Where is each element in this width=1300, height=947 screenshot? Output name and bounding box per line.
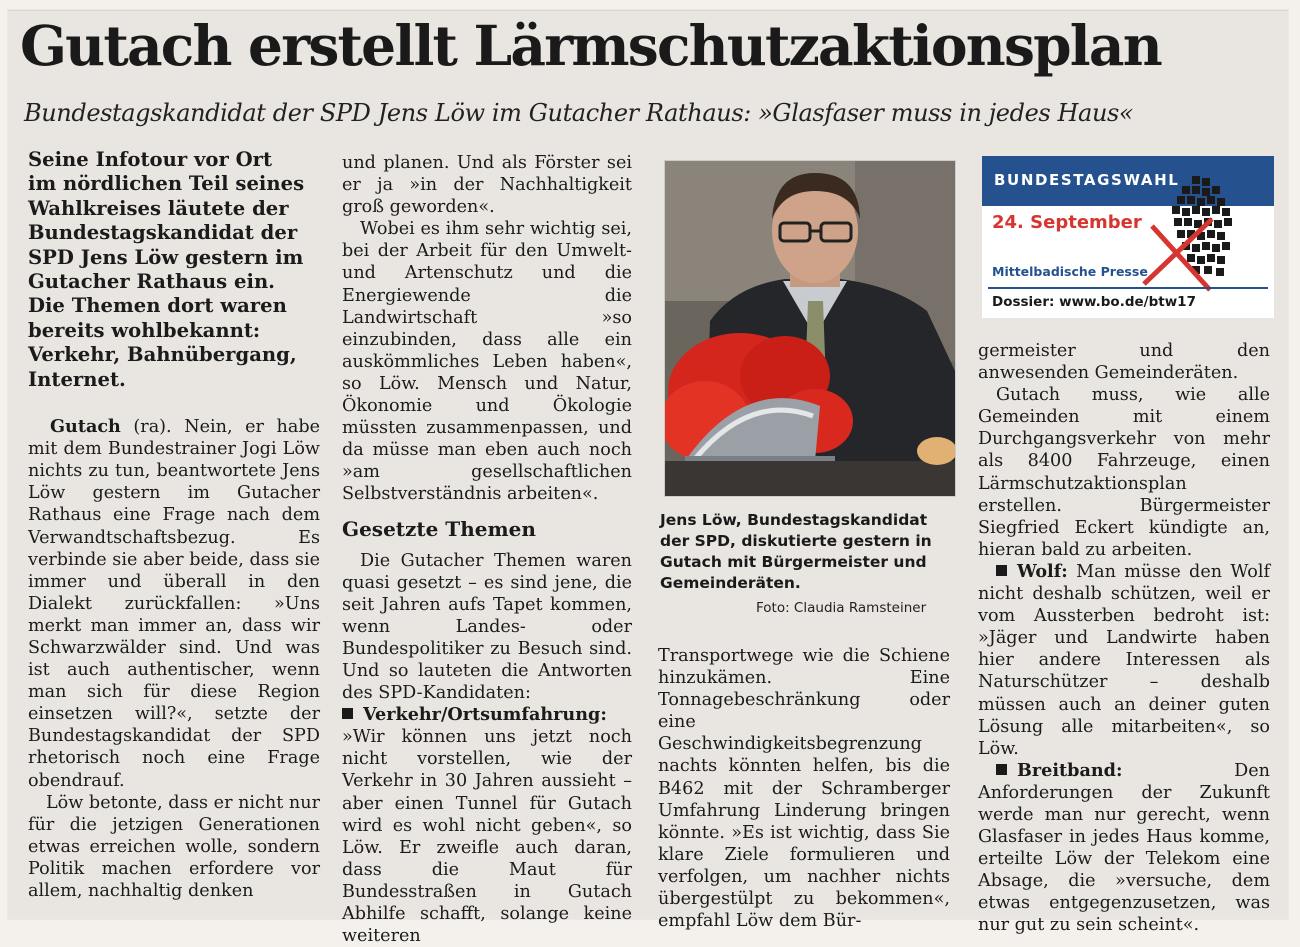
lead-line: im nördlichen Teil seines [28,172,305,196]
germany-map-cross-icon [1132,174,1272,304]
lead-line: Internet. [28,367,126,391]
lead-line: Bundestagskandidat der [28,221,298,245]
column-3 [658,645,950,932]
lead-line: Verkehr, Bahnübergang, [28,343,297,367]
election-dossier-link: Dossier: www.bo.de/btw17 [992,294,1196,310]
lead-line: SPD Jens Löw gestern im [28,245,304,269]
topic-text: »Wir können uns jetzt noch nicht vorstellen, wie der Verkehr in 30 Jahren aussieht – aber einen Tunnel für Gutach wird es wohl nicht geben«, so Löw. Er zweifle auch daran, dass die Maut für Bundesstraßen in Gutach Abhilfe schafft, solange keine weiteren [342,727,632,947]
column-1 [28,148,320,902]
topic-paragraph [978,561,1270,760]
bullet-marker [996,565,1007,576]
lead-line: Die Themen dort waren [28,294,287,318]
body-paragraph: Transportwege wie die Schiene hinzukämen. Eine Tonnagebeschränkung oder eine Geschwindigkeitsbegrenzung nachts könnten helfen, bis die B462 mit der Schramberger Umfahrung Linderung bringen könnte. »Es ist wichtig, dass Sie klare Ziele formulieren und verfolgen, um nachher nichts übergestülpt zu bekommen«, empfahl Löw dem Bür- [658,646,950,932]
headline: Gutach erstellt Lärmschutzaktionsplan [20,13,1161,78]
lead-line: Gutacher Rathaus ein. [28,270,276,294]
election-divider [988,287,1268,289]
lead-line: bereits wohlbekannt: [28,318,261,342]
election-info-box [982,156,1274,318]
photo-jens-loew [664,160,956,497]
body-paragraph: Gutach muss, wie alle Gemeinden mit einem Durchgangsverkehr von mehr als 8400 Fahrzeuge, einen Lärmschutzaktionsplan erstellen. Bürgermeister Siegfried Eckert kündigte an, hieran bald zu arbeiten. [978,385,1270,560]
body-paragraph: und planen. Und als Förster sei er ja »in der Nachhaltigkeit groß geworden«. [342,153,632,218]
topic-label: Wolf: [1017,560,1068,582]
photo-credit: Foto: Claudia Ramsteiner [756,600,927,616]
subheadline: Bundestagskandidat der SPD Jens Löw im Gutacher Rathaus: »Glasfaser muss in jedes Haus« [24,99,1134,127]
body-paragraph: germeister und den anwesenden Gemeinderäten. [978,341,1270,384]
bullet-marker [342,708,353,719]
paragraph-text: (ra). Nein, er habe mit dem Bundestrainer Jogi Löw nichts zu tun, beantwortete Jens Löw gestern im Gutacher Rathaus eine Frage nach dem Verwandtschaftsbezug. Es verbinde sie aber beide, dass sie immer und überall in den Dialekt zurückfallen: »Uns merkt man immer an, dass wir Schwarzwälder sind. Und was ist auch authentischer, wenn man sich für diese Region einsetzen will?«, setzte der Bundestagskandidat der SPD rhetorisch noch eine Frage obendrauf. [28,417,320,791]
topic-label: Breitband: [1017,759,1123,781]
election-banner-title: BUNDESTAGSWAHL [994,171,1180,189]
election-publisher: Mittelbadische Presse [992,264,1148,279]
election-date: 24. September [992,212,1142,233]
lead-paragraph [28,148,320,392]
topic-paragraph [342,704,632,947]
topic-paragraph [978,760,1270,937]
section-heading: Gesetzte Themen [342,516,536,541]
bullet-marker [996,764,1007,775]
body-paragraph: Löw betonte, dass er nicht nur für die jetzigen Generationen etwas erreichen wolle, sondern Politik machen erfordere vor allem, nachhaltig denken [28,792,320,902]
column-2 [342,152,632,947]
body-paragraph: Die Gutacher Themen waren quasi gesetzt – es sind jene, die seit Jahren aufs Tapet kommen, wenn Landes- oder Bundespolitiker zu Besuch sind. Und so lauteten die Antworten des SPD-Kandidaten: [342,550,632,704]
topic-text: Den Anforderungen der Zukunft werde man nur gerecht, wenn Glasfaser in jedes Haus komme, erteilte Löw der Telekom eine Absage, die »versuche, dem etwas entgegenzusetzen, was nur gut zu sein scheint«. [978,760,1270,936]
topic-text: Man müsse den Wolf nicht deshalb schützen, weil er vom Aussterben bedroht ist: »Jäger und Landwirte haben hier andere Interessen als Naturschützer – deshalb müssen auch an deiner guten Lösung alle mitarbeiten«, so Löw. [978,561,1270,759]
topic-label: Verkehr/Ortsumfahrung: [363,704,607,726]
column-4 [978,340,1270,937]
body-paragraph: Wobei es ihm sehr wichtig sei, bei der Arbeit für den Umwelt- und Artenschutz und die Energiewende die Landwirtschaft »so einzubinden, dass alle ein auskömmliches Leben haben«, so Löw. Mensch und Natur, Ökonomie und Ökologie müssten zusammenpassen, und da müsse man eben auch noch »am gesellschaftlichen Selbstverständnis arbeiten«. [342,219,632,505]
lead-line: Seine Infotour vor Ort [28,148,273,171]
photo-caption: Jens Löw, Bundestagskandidat der SPD, diskutierte gestern in Gutach mit Bürgermeister und Gemeinderäten. [660,511,932,592]
body-paragraph [28,416,320,792]
photo-illustration [665,161,955,496]
lead-line: Wahlkreises läutete der [28,196,289,220]
dateline: Gutach [50,416,121,438]
